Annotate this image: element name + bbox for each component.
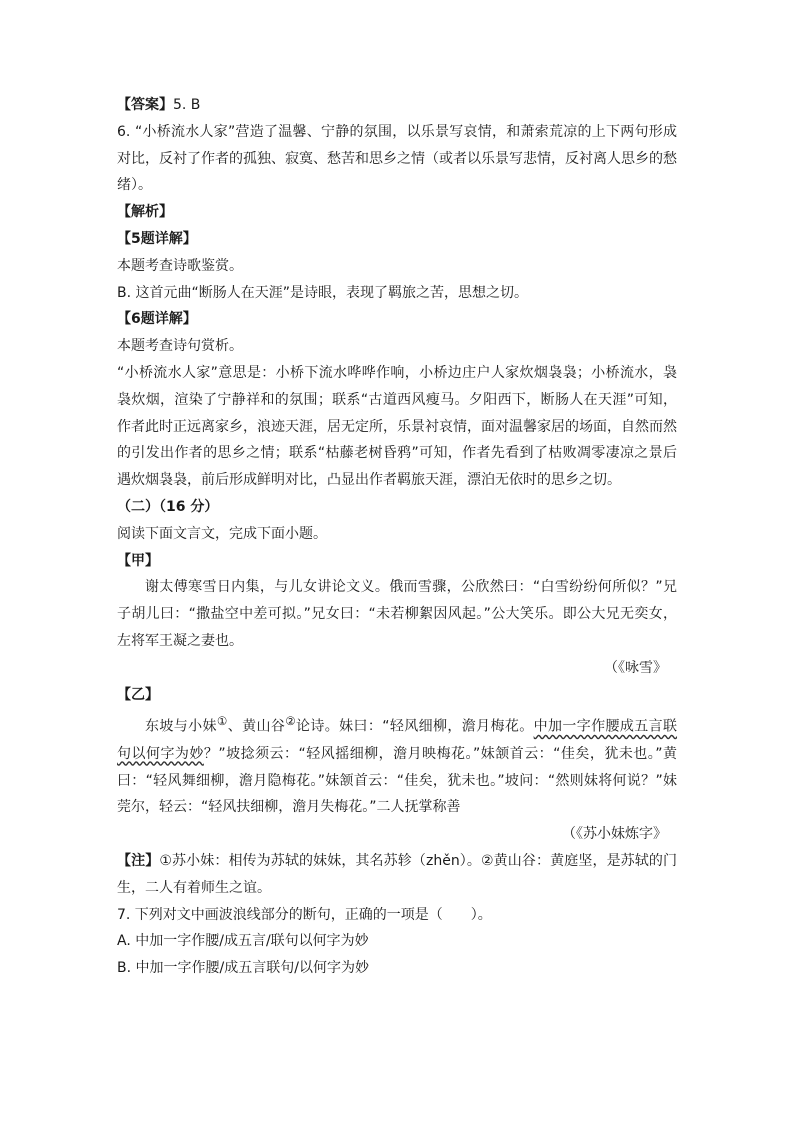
passage-b-text xyxy=(117,708,677,821)
question-7-option-b: B. 中加一字作腰/成五言联句/以何字为妙 xyxy=(117,960,369,977)
passage-b-segment: 东坡与小妹 xyxy=(145,718,217,735)
wavy-underlined-text: 中加一字作腰成五言联句以何字为妙 xyxy=(117,718,678,762)
answer-line xyxy=(117,92,677,119)
section-heading: （二）（16 分） xyxy=(117,498,219,515)
note-label: 【注】 xyxy=(117,852,160,869)
q6-detail-body: “小桥流水人家”意思是：小桥下流水哗哗作响，小桥边庄户人家炊烟袅袅；小桥流水，袅袅炊烟，渲染了宁静祥和的氛围；联系“古道西风瘦马。夕阳西下，断肠人在天涯”可知，作者此时正远离家乡，浪迹天涯，居无定所，乐景衬哀情，面对温馨家居的场面，自然而然的引发出作者的思乡之情；联系“枯藤老树昏鸦”可知，作者先看到了枯败凋零凄凉之景后遇炊烟袅袅，前后形成鲜明对比，凸显出作者羁旅天涯，漂泊无依时的思乡之切。 xyxy=(117,364,677,489)
note-text: ①苏小妹：相传为苏轼的妹妹，其名苏轸（zhěn）。②黄山谷：黄庭坚，是苏轼的门生，二人有着师生之谊。 xyxy=(117,852,678,896)
passage-b-segment: 、黄山谷 xyxy=(227,718,286,735)
passage-a-text: 谢太傅寒雪日内集，与儿女讲论文义。俄而雪骤，公欣然曰：“白雪纷纷何所似？”兄子胡儿曰：“撒盐空中差可拟。”兄女曰：“未若柳絮因风起。”公大笑乐。即公大兄无奕女，左将军王凝之妻也。 xyxy=(117,579,677,649)
question-7-option-a: A. 中加一字作腰/成五言/联句以何字为妙 xyxy=(117,933,369,950)
passage-a-label: 【甲】 xyxy=(117,552,159,569)
answer-value: 5. B xyxy=(173,97,201,113)
note xyxy=(117,848,677,902)
passage-b-source: （《苏小妹炼字》 xyxy=(562,826,667,843)
section-instruction: 阅读下面文言文，完成下面小题。 xyxy=(117,525,327,542)
q5-detail-line: 本题考查诗歌鉴赏。 xyxy=(117,257,243,274)
q5-detail-label: 【5题详解】 xyxy=(117,230,197,247)
q6-answer: 6. “小桥流水人家”营造了温馨、宁静的氛围，以乐景写哀情，和萧索荒凉的上下两句形成对比，反衬了作者的孤独、寂寞、愁苦和思乡之情（或者以乐景写悲情，反衬离人思乡的愁绪）。 xyxy=(117,123,677,194)
analysis-label: 【解析】 xyxy=(117,204,173,221)
footnote-mark-2: ② xyxy=(285,714,297,729)
passage-a-source: （《咏雪》 xyxy=(604,659,667,676)
footnote-mark-1: ① xyxy=(216,714,228,729)
q6-detail-intro: 本题考查诗句赏析。 xyxy=(117,338,243,355)
passage-b-segment: ？”坡捻须云：“轻风摇细柳，澹月映梅花。”妹颔首云：“佳矣，犹未也。”黄曰：“轻风舞细柳，澹月隐梅花。”妹颔首云：“佳矣，犹未也。”坡问：“然则妹将何说？”妹莞尔，轻云：“轻风扶细柳，澹月失梅花。”二人抚掌称善 xyxy=(117,745,677,816)
question-7-stem: 7. 下列对文中画波浪线部分的断句，正确的一项是（ ）。 xyxy=(117,906,492,923)
document-page xyxy=(117,92,677,982)
answer-label: 【答案】 xyxy=(117,97,173,113)
q5-detail-line: B. 这首元曲“断肠人在天涯”是诗眼，表现了羁旅之苦，思想之切。 xyxy=(117,284,529,301)
passage-b-segment: 论诗。妹曰：“轻风细柳，澹月梅花。 xyxy=(296,718,534,735)
q6-detail-label: 【6题详解】 xyxy=(117,311,197,328)
passage-b-label: 【乙】 xyxy=(117,686,159,703)
